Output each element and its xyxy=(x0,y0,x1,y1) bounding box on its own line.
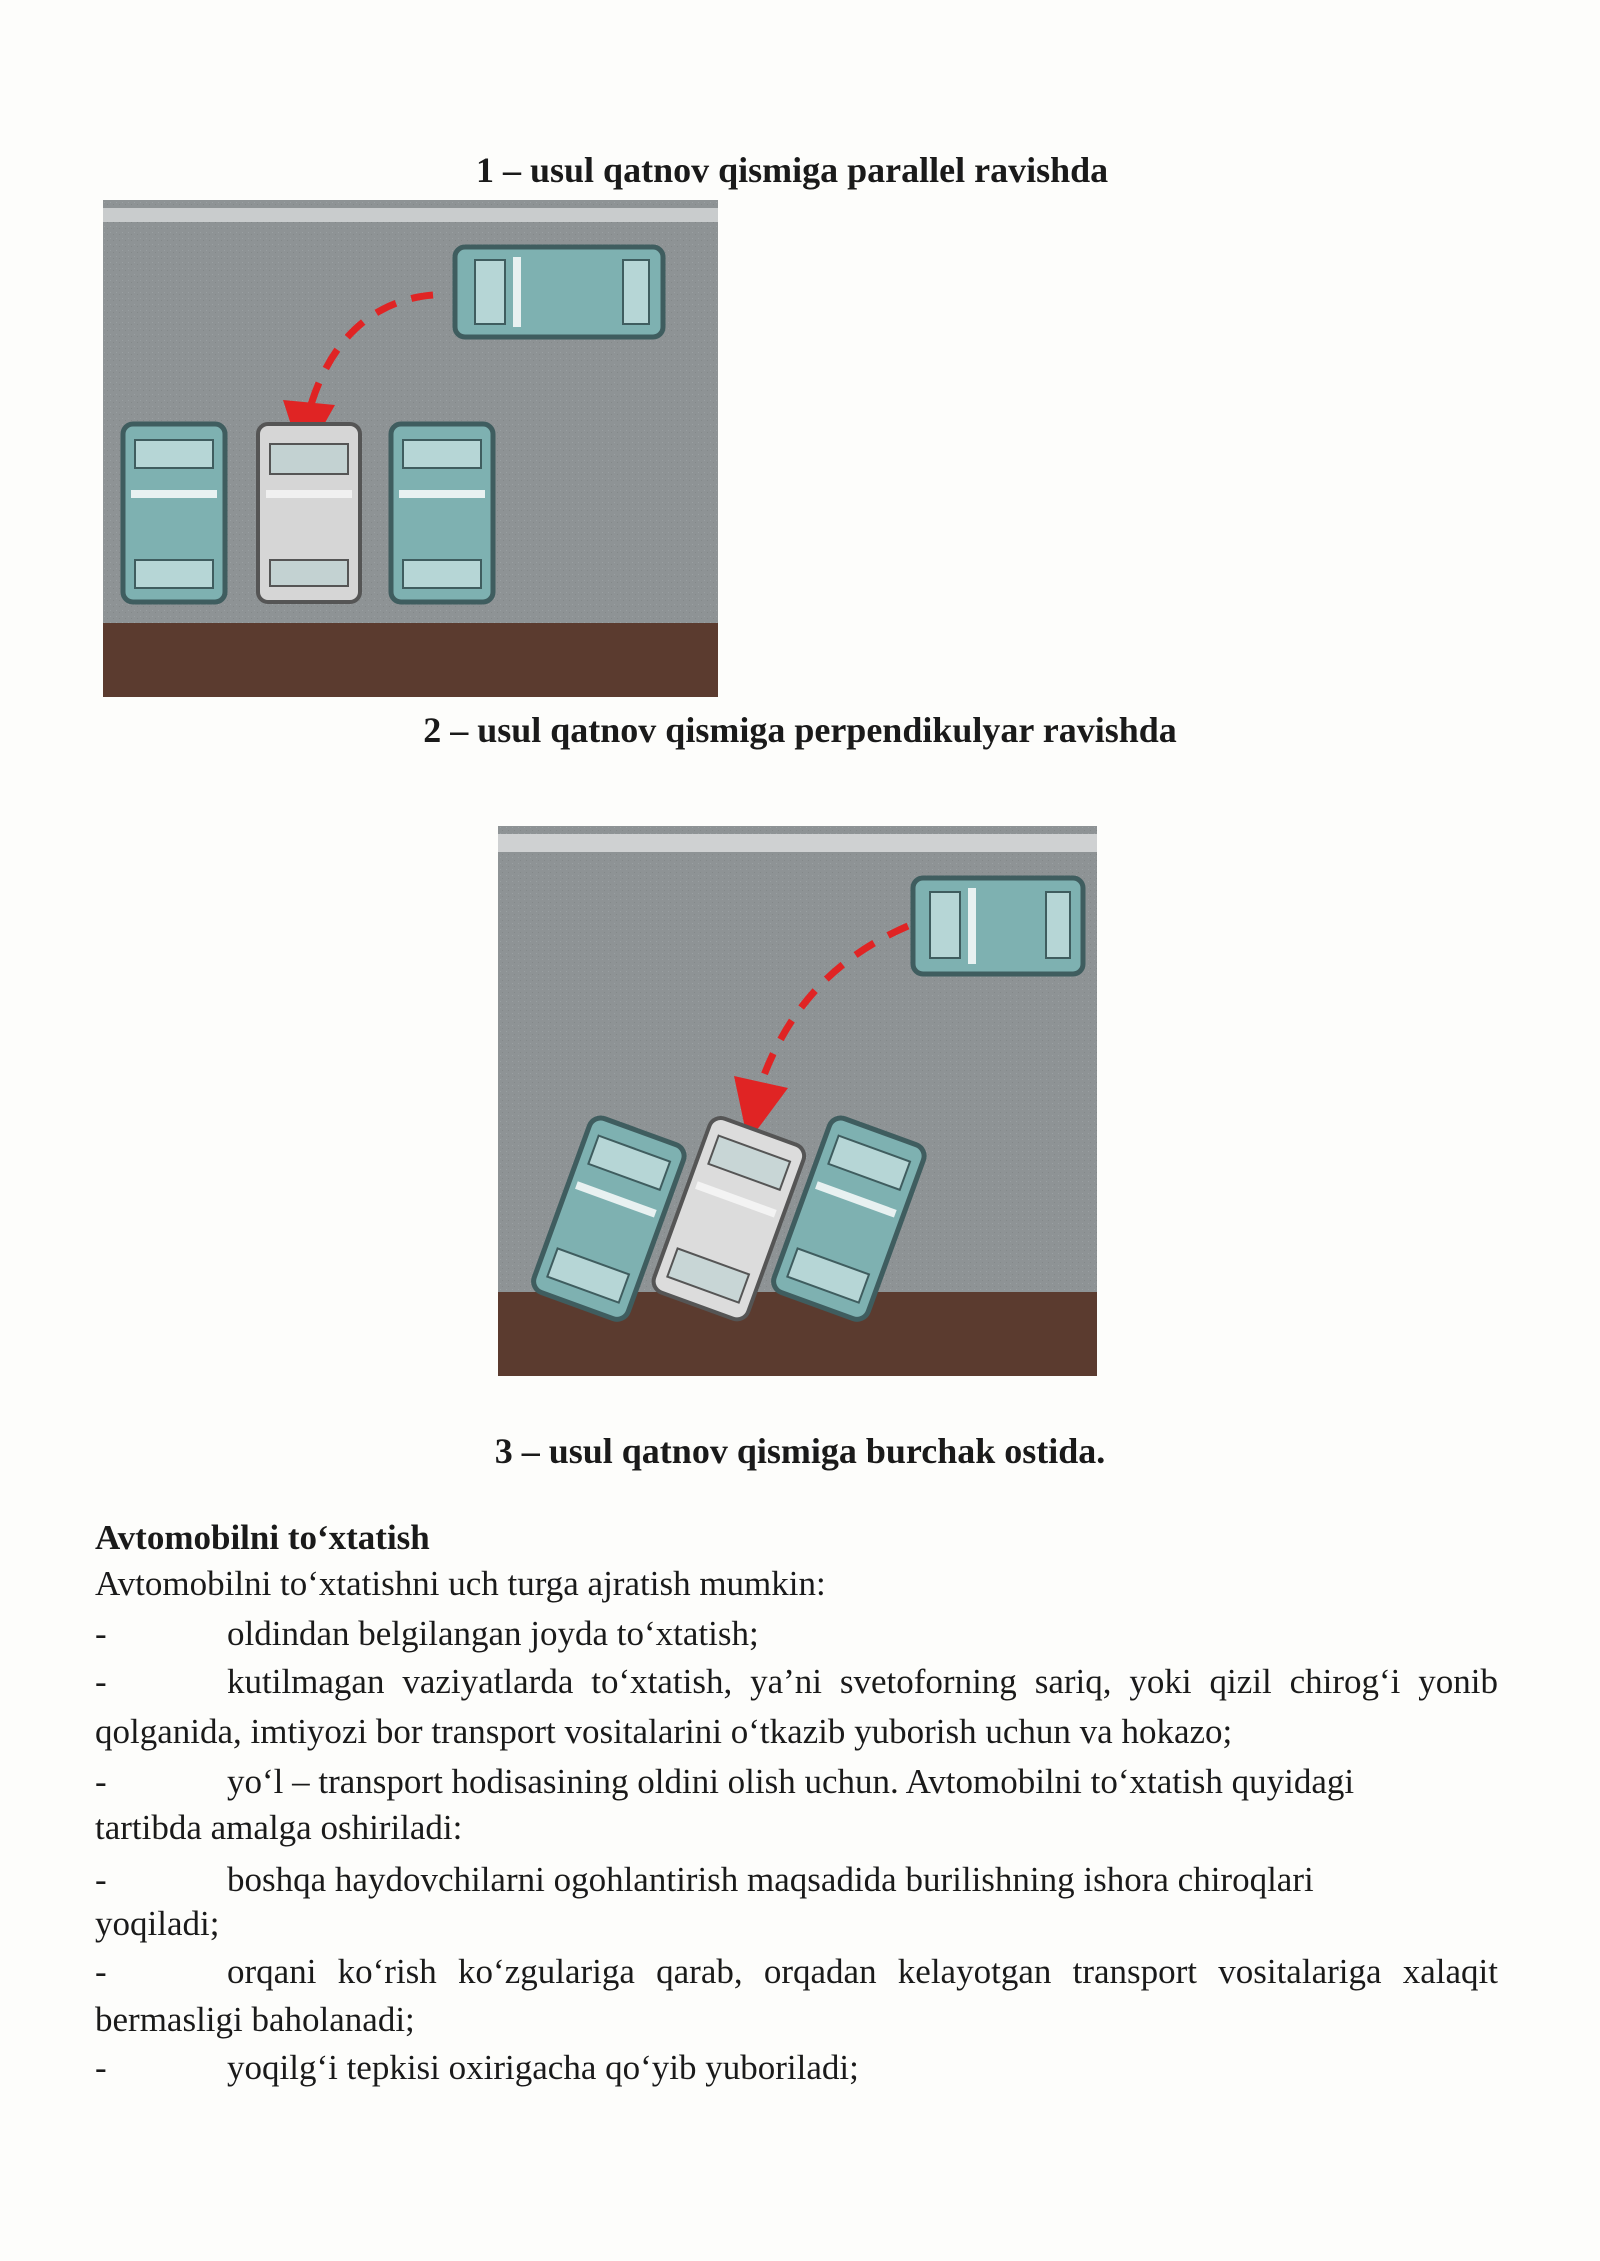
moving-car xyxy=(913,878,1083,974)
parked-car-right xyxy=(391,424,493,602)
list-item-continuation: qolganida, imtiyozi bor transport vositalarini o‘tkazib yuborish uchun va hokazo; xyxy=(95,1712,1233,1751)
section-heading: Avtomobilni to‘xtatish xyxy=(95,1518,430,1557)
caption-method-1: 1 – usul qatnov qismiga parallel ravishda xyxy=(476,150,1109,190)
caption-method-2: 2 – usul qatnov qismiga perpendikulyar ravishda xyxy=(423,710,1177,750)
list-bullet: - xyxy=(95,1662,107,1701)
caption-method-3: 3 – usul qatnov qismiga burchak ostida. xyxy=(494,1431,1106,1471)
list-item-continuation: bermasligi baholanadi; xyxy=(95,2000,415,2039)
list-bullet: - xyxy=(95,1860,107,1899)
list-item-continuation: tartibda amalga oshiriladi: xyxy=(95,1808,463,1847)
list-item-text: kutilmagan vaziyatlarda to‘xtatish, ya’ni svetoforning sariq, yoki qizil chirog‘i yonib xyxy=(227,1662,1498,1701)
list-item-text: oldindan belgilangan joyda to‘xtatish; xyxy=(227,1614,759,1653)
parked-car-target xyxy=(258,424,360,602)
list-bullet: - xyxy=(95,1762,107,1801)
list-item-text: orqani ko‘rish ko‘zgulariga qarab, orqadan kelayotgan transport vositalariga xalaqit xyxy=(227,1952,1498,1991)
parked-car-left xyxy=(123,424,225,602)
list-item-text: yo‘l – transport hodisasining oldini olish uchun. Avtomobilni to‘xtatish quyidagi xyxy=(227,1762,1355,1801)
parking-illustration-1 xyxy=(103,200,718,697)
list-bullet: - xyxy=(95,1952,107,1991)
list-bullet: - xyxy=(95,2048,107,2087)
list-item-text: boshqa haydovchilarni ogohlantirish maqsadida burilishning ishora chiroqlari xyxy=(227,1860,1314,1899)
moving-car xyxy=(455,247,663,337)
section-intro: Avtomobilni to‘xtatishni uch turga ajratish mumkin: xyxy=(95,1564,826,1603)
list-item-continuation: yoqiladi; xyxy=(95,1904,220,1943)
list-item-text: yoqilg‘i tepkisi oxirigacha qo‘yib yuboriladi; xyxy=(227,2048,859,2087)
parking-illustration-2 xyxy=(498,826,1097,1376)
list-bullet: - xyxy=(95,1614,107,1653)
